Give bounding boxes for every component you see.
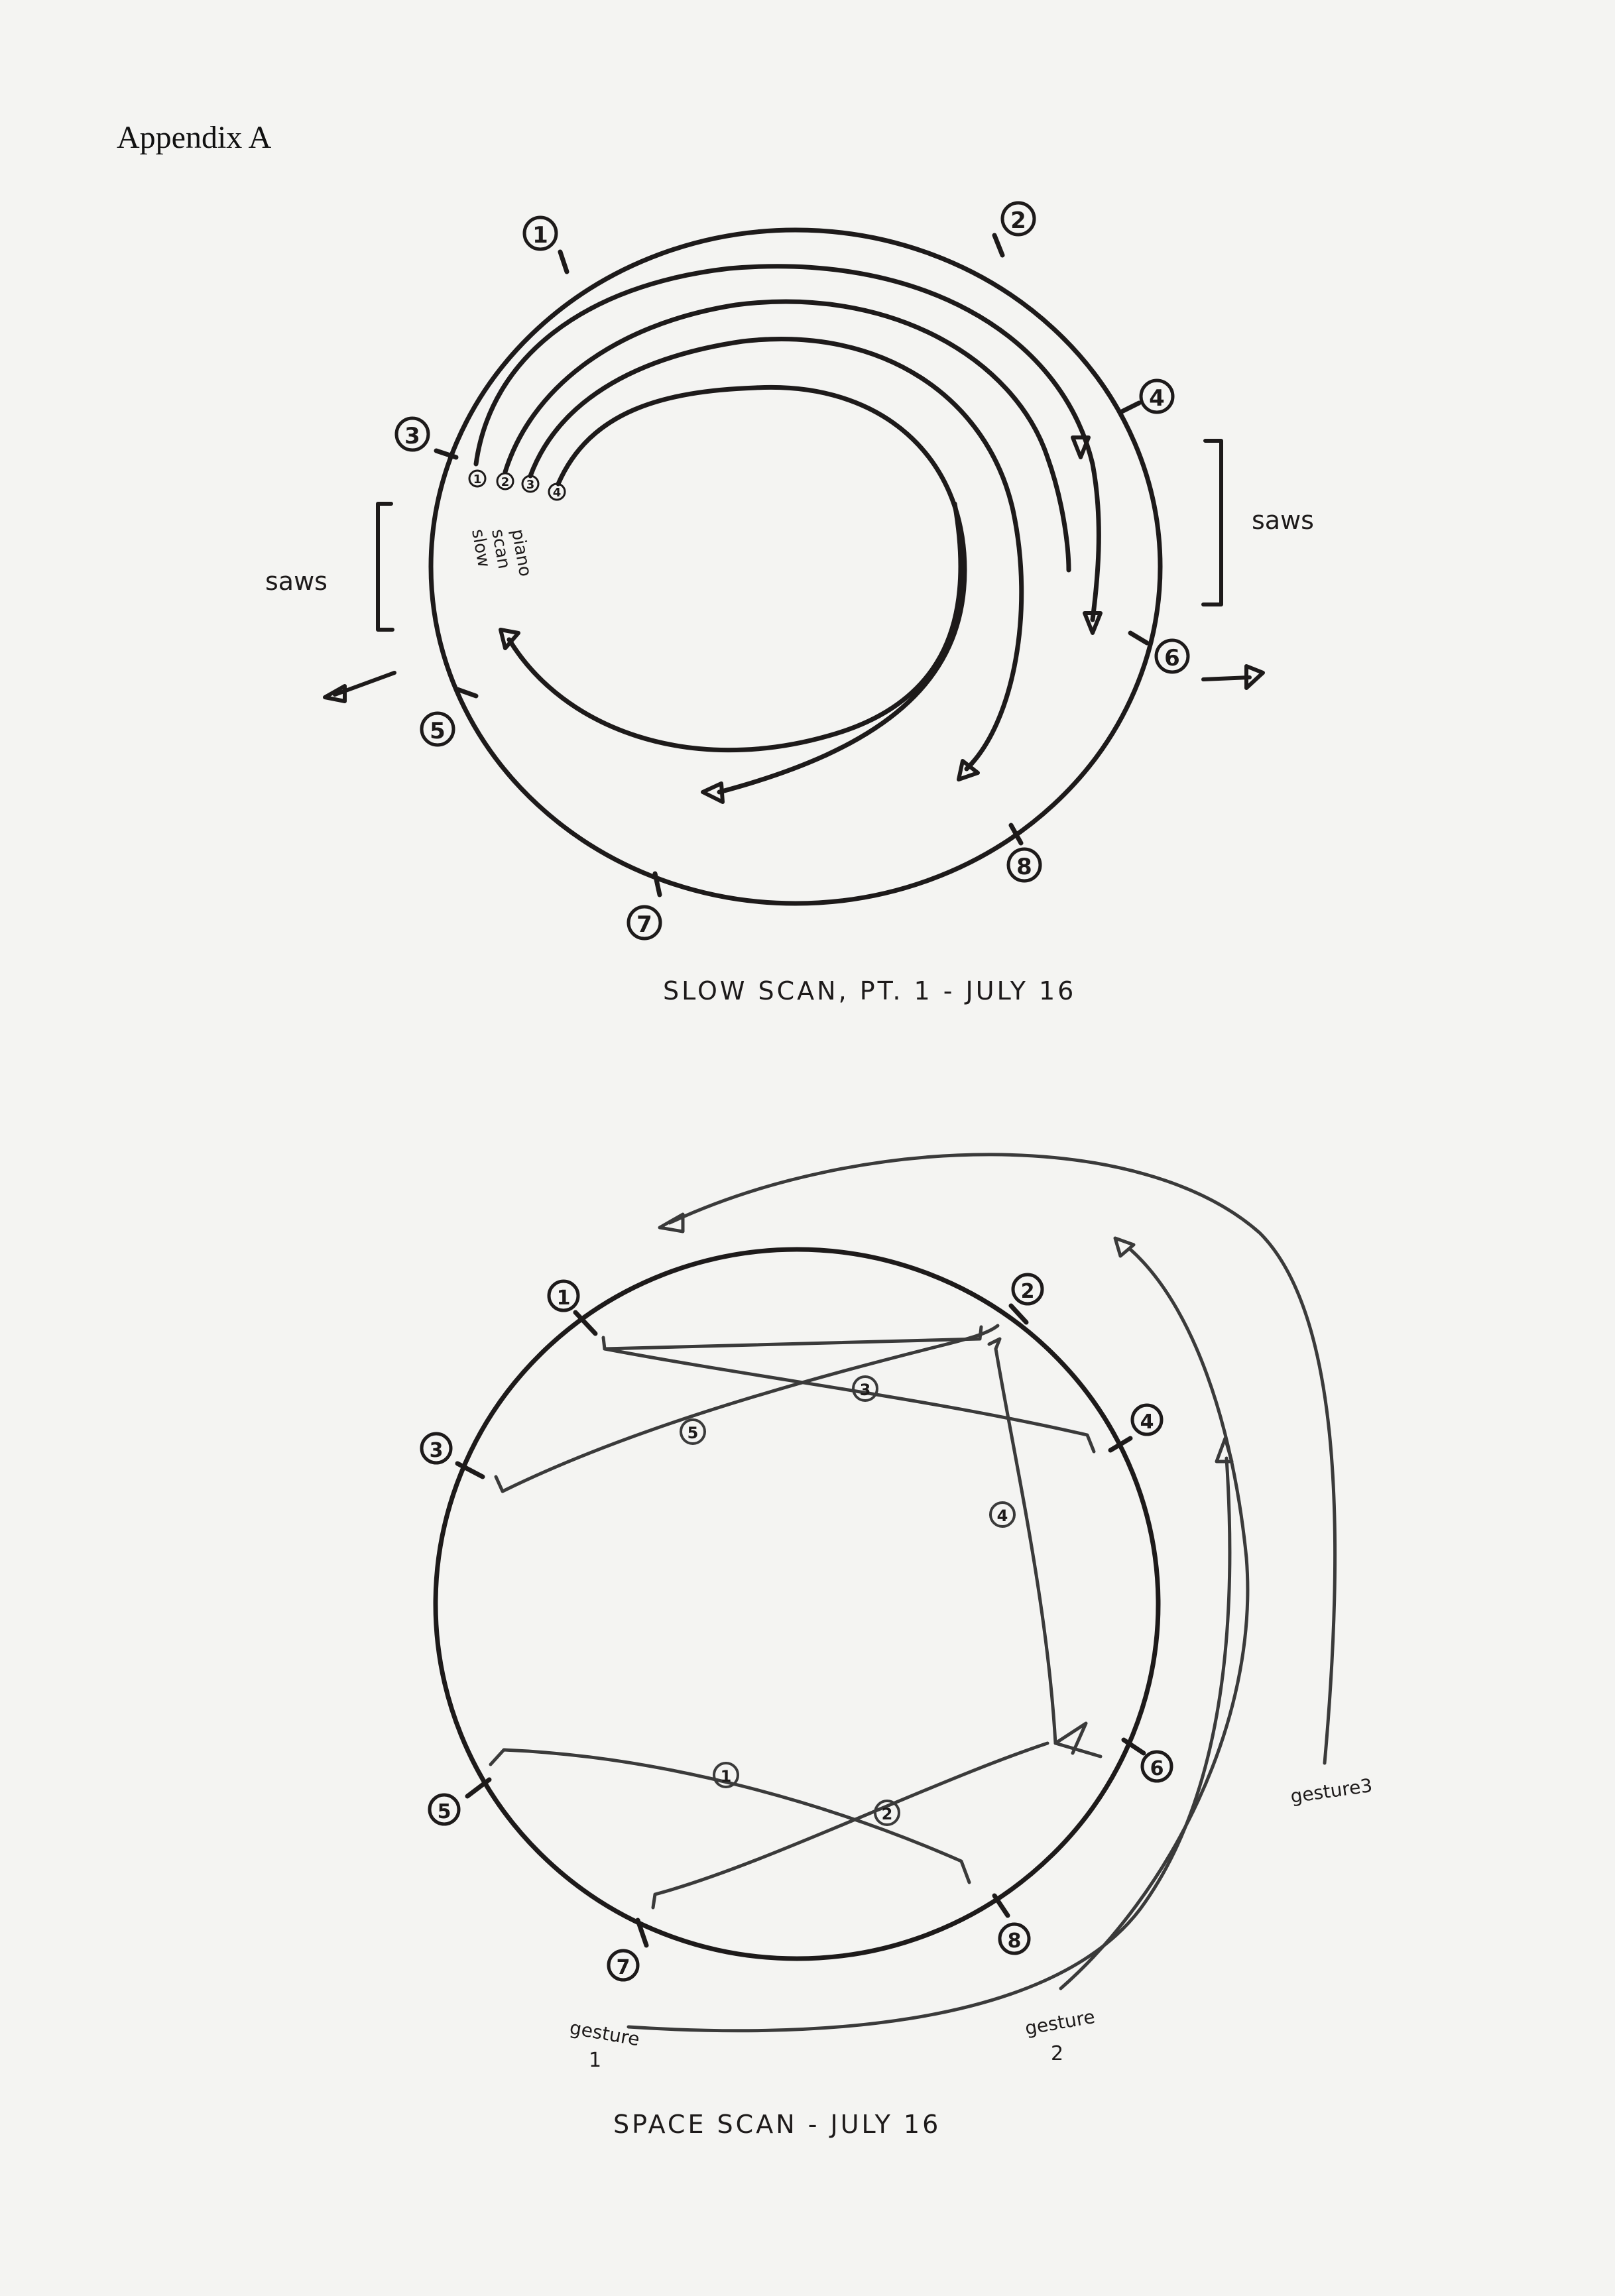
slow-scan-speaker-ring <box>431 230 1160 903</box>
speaker-number: 5 <box>430 718 446 744</box>
space-scan-speaker-3 <box>422 1434 451 1463</box>
slow-scan-speaker-4 <box>1141 380 1173 412</box>
speaker-number: 4 <box>1149 385 1165 412</box>
gesture-2-number: 2 <box>1051 2042 1064 2065</box>
path-number: 5 <box>687 1424 699 1442</box>
path-number: 2 <box>881 1805 893 1823</box>
legend-word-scan: scan <box>487 528 514 571</box>
speaker-number: 8 <box>1007 1929 1022 1953</box>
space-scan-path-5 <box>496 1326 998 1491</box>
slow-scan-speaker-5 <box>422 713 453 745</box>
speaker-number: 6 <box>1150 1757 1164 1780</box>
space-scan-speaker-6 <box>1142 1752 1171 1781</box>
gesture-1-number: 1 <box>589 2049 602 2072</box>
space-scan-speaker-2 <box>1013 1275 1042 1304</box>
path-number: 1 <box>473 473 482 487</box>
arrowhead-icon <box>1073 437 1089 457</box>
space-scan-path-2 <box>653 1743 1047 1908</box>
speaker-number: 2 <box>1020 1280 1035 1303</box>
gesture-3-label: gesture3 <box>1289 1774 1374 1808</box>
path-number: 3 <box>859 1381 871 1399</box>
path-number: 4 <box>552 486 562 500</box>
gesture-2-path <box>1061 1249 1248 1988</box>
legend-word-slow: slow <box>467 528 494 569</box>
speaker-number: 3 <box>429 1439 444 1462</box>
slow-scan-speaker-3 <box>396 418 428 450</box>
space-scan-gesture-paths <box>628 1155 1335 2031</box>
legend-word-piano: piano <box>507 528 536 579</box>
space-scan-speaker-4 <box>1132 1405 1162 1434</box>
slow-scan-path-1 <box>476 266 1099 620</box>
space-scan-speaker-8 <box>1000 1924 1029 1953</box>
speaker-number: 5 <box>437 1800 451 1823</box>
slow-scan-speaker-7 <box>628 907 660 939</box>
slow-scan-path-3 <box>530 339 1022 769</box>
arrowhead-icon <box>1217 1438 1232 1462</box>
path-number: 3 <box>526 478 535 492</box>
slow-scan-exit-arrow-right <box>1203 666 1263 688</box>
gesture-1-label: gesture <box>568 2016 642 2051</box>
slow-scan-path-numbers <box>469 471 565 500</box>
speaker-number: 4 <box>1140 1410 1154 1434</box>
space-scan-speaker-1 <box>549 1281 578 1310</box>
slow-scan-saws-left: saws <box>265 567 328 596</box>
slow-scan-speaker-2 <box>1002 203 1034 235</box>
space-scan-speaker-5 <box>430 1795 459 1824</box>
gesture-1-path <box>628 1458 1230 2031</box>
path-number: 2 <box>501 475 510 489</box>
page-title: Appendix A <box>117 120 272 155</box>
slow-scan-speaker-ticks <box>436 235 1147 895</box>
slow-scan-exit-arrow-left <box>325 673 394 701</box>
slow-scan-right-bracket <box>1203 441 1221 604</box>
gesture-3-path <box>670 1155 1335 1763</box>
speaker-number: 6 <box>1164 645 1180 671</box>
space-scan-speaker-7 <box>609 1951 638 1980</box>
speaker-number: 8 <box>1016 854 1032 880</box>
space-scan-path-3b <box>605 1349 1094 1452</box>
path-number: 1 <box>720 1767 732 1786</box>
space-scan-speaker-ring <box>436 1249 1158 1959</box>
speaker-number: 1 <box>532 222 548 249</box>
slow-scan-paths <box>476 266 1099 792</box>
arrowhead-icon <box>1115 1238 1134 1256</box>
slow-scan-speaker-6 <box>1156 640 1188 672</box>
slow-scan-saws-right: saws <box>1252 506 1314 535</box>
space-scan-path-numbers <box>681 1377 1014 1825</box>
speaker-number: 3 <box>404 423 420 449</box>
space-scan-path-3 <box>603 1327 981 1349</box>
space-scan-caption: SPACE SCAN - JULY 16 <box>613 2110 941 2139</box>
space-scan-diagram <box>422 1155 1374 2139</box>
slow-scan-diagram <box>265 203 1314 1005</box>
slow-scan-left-bracket <box>378 504 392 630</box>
space-scan-paths <box>491 1326 1101 1908</box>
speaker-number: 7 <box>616 1956 630 1979</box>
speaker-number: 7 <box>636 911 652 938</box>
space-scan-path-4 <box>989 1339 1086 1753</box>
gesture-2-label: gesture <box>1023 2005 1097 2039</box>
speaker-number: 2 <box>1010 207 1026 234</box>
space-scan-speaker-ticks <box>457 1306 1144 1945</box>
slow-scan-speaker-1 <box>524 217 556 249</box>
slow-scan-speaker-8 <box>1008 849 1040 881</box>
speaker-number: 1 <box>556 1287 571 1310</box>
slow-scan-caption: SLOW SCAN, PT. 1 - JULY 16 <box>663 976 1077 1005</box>
path-number: 4 <box>996 1507 1008 1525</box>
